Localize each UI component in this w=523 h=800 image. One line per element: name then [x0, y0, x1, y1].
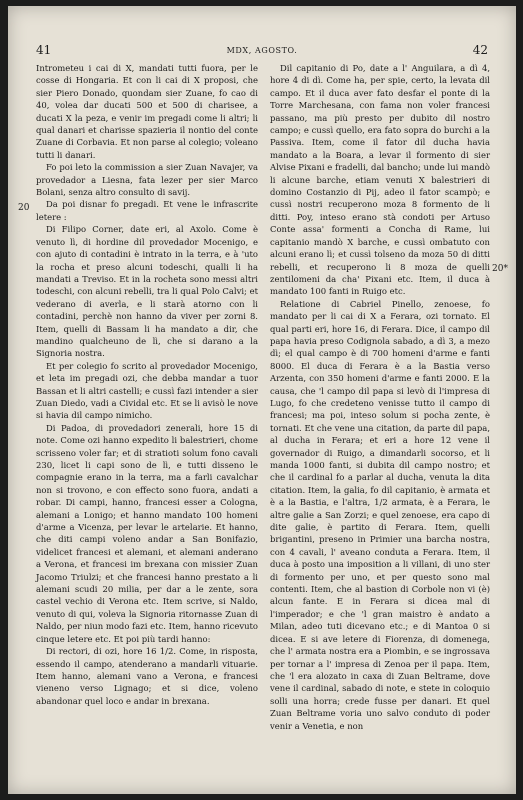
right-column [270, 62, 490, 732]
paragraph: Intrometeu i cai di X, mandati tutti fuora, per le cosse di Hongaria. Et con li cai di X proposi, che sier Piero Donado, quondam sier Zuane, fo cao di 40, volea dar ducati 500 et 500 di charisee, a ducati X la peza, e venir im pregadi come li altri; li qual danari et charisse spazieria il nontio del conte Zuane di Corbavia. Et non parse al colegio; voleano tutti li danari. [36, 63, 258, 160]
page-number-right: 42 [472, 43, 488, 57]
paragraph: Relatione di Cabriel Pinello, zenoese, fo mandato per li cai di X a Ferara, ozi tornato. El qual parti eri, hore 16, di Ferara. Dice, il campo dil papa havia preso Codignola sabado, a dì 3, a mezo dì; el qual campo è di 700 homeni d'arme e fanti 8000. El duca di Ferara è a la Bastia verso Arzenta, con 350 homeni d'arme e fanti 2000. E la causa, che 'l campo dil papa si levò di l'impresa di Lugo, fo che credeteno venisse tutto il campo di francesi; ma poi, inteso solum si pocha zente, è tornati. Et che vene una citation, da parte dil papa, al ducha in Ferara; et eri a hore 12 vene il governador di Ruigo, a dimandarli socorso, et li manda 1000 fanti, si dubita dil campo nostro; et che il cardinal fo a parlar al ducha, venuta la dita citation. Item, la galia, fo dil capitanio, è armata et è a la Bastia, e l'altra, 1/2 armata, è a Ferara, le altre galie a San Zorzi; e quel zenoese, era capo di dite galie, è partito di Ferara. Item, quelli brigantini, preseno in Primier una barcha nostra, con 4 cavali, l' aveano conduta a Ferara. Item, il duca à posto una imposition a li villani, di uno ster di formento per uno, et per questo sono mal contenti. Item, che al bastion di Corbole non vi (è) alcun fante. E in Ferara si dicea mal di l'imperador; e che 'l gran maistro è andato a Milan, adeo tuti dicevano etc.; e di Mantoa 0 si dicea. E si ave letere di Fiorenza, di domenega, che l' armata nostra era a Piombin, e se ingrossava per tornar a l' impresa di Zenoa per il papa. Item, che 'l era alozato in caxa di Zuan Beltrame, dove vene il cardinal, sabado di note, e stete in coloquio solli una horra; crede fusse per danari. Et quel Zuan Beltrame voria uno salvo conduto di poder venir a Venetia, e non [270, 298, 490, 731]
paragraph: Et per colegio fo scrito al provedador Mocenigo, et leta im pregadi ozi, che debba mandar a tuor Bassan et li altri castelli; e cussì fazi intender a sier Zuan Diedo, vadi a Cividal etc. Et se li avisò le nove si havia dil campo nimicho. [36, 360, 258, 421]
running-title: MDX, AGOSTO. [226, 46, 298, 55]
page-header [36, 44, 488, 58]
left-column [36, 62, 258, 707]
paragraph: Di Filipo Corner, date eri, al Axolo. Come è venuto lì, di hordine dil provedador Mocenigo, e con ajuto di contadini è intrato in la terra, e à 'uto la rocha et preso alcuni todeschi, qualli li ha mandati a Treviso. Et in la rocheta sono messi altri todeschi, con alcuni rebelli, tra li qual Polo Calvi; et vederano di averla, e li starà atorno con li contadini, perchè non hanno da viver per zorni 8. Item, quelli di Bassam li ha mandato a dir, che mandino qualcheuno de lì, che si darano a la Signoria nostra. [36, 224, 258, 359]
paragraph: Dil capitanio di Po, date a l' Anguilara, a dì 4, hore 4 di dì. Come ha, per spie, certo, la levata dil campo. Et il duca aver fato desfar el ponte di la Torre Marchesana, con fama non voler francesi passano, ma più presto per dubito dil nostro campo; e cussì quello, era fato sopra do burchi a la Passiva. Item, come il fator dil ducha havia mandato a la Boara, a levar il formento di sier Alvise Pixani e fradelli, dal bancho; unde lui mandò li alcune barche, etiam venuti X balestrieri di domino Costanzio di Pij, adeo il fator scampò; e cussì nostri recuperono moza 8 formento de li ditti. Poy, inteso erano stà condoti per Artuso Conte assa' formenti a Concha di Rame, lui capitanio mandò X barche, e cussì ombatuto con alcuni erano lì; et cussì tolseno da moza 50 di ditti rebelli, et recuperono li 8 moza de quelli zentilomeni da cha' Pixani etc. Item, il duca à mandato 100 fanti in Ruigo etc. [270, 63, 490, 297]
paragraph: Da poi disnar fo pregadi. Et vene le infrascrite letere : [36, 199, 258, 222]
paragraph: Di Padoa, di provedadori zenerali, hore 15 di note. Come ozi hanno expedito li balestrieri, chome scrisseno voler far; et di stratioti solum fono cavali 230, licet li capi sono de lì, e tutti disseno le compagnie erano in la terra, ma a farli cavalchar non si trovono, e con effecto sono fuora, andati a robar. Di campi, hanno, francesi esser a Cologna, alemani a Lonigo; et hanno mandato 100 homeni d'arme a Vicenza, per levar le artelarie. Et hanno, che diti campi voleno andar a San Bonifazio, videlicet francesi et alemani, et alemani anderano a Verona, et francesi im brexana con missier Zuan Jacomo Triulzi; et che francesi hanno prestato a li alemani scudi 20 milia, per dar a le zente, sora castel vechio di Verona etc. Item scrive, si Naldo, venuto di qui, voleva la Signoria ritornasse Zuan di Naldo, per niun modo fazi etc. Item, hanno ricevuto cinque letere etc. Et poi più tardi hanno: [36, 422, 258, 644]
page-number-left: 41 [36, 43, 52, 57]
margin-number-right: 20* [492, 264, 508, 274]
paragraph: Di rectori, di ozi, hore 16 1/2. Come, in risposta, essendo il campo, atenderano a mandarli vituarie. Item hanno, alemani vano a Verona, e francesi vieneno verso Lignago; et si dice, voleno abandonar quel loco e andar in brexana. [36, 646, 258, 706]
margin-number-left: 20 [18, 203, 30, 213]
paragraph: Fo poi leto la commission a sier Zuan Navajer, va provedador a Liesna, fata lezer per sier Marco Bolani, senza altro consulto di savij. [36, 162, 258, 198]
document-page [8, 6, 516, 794]
